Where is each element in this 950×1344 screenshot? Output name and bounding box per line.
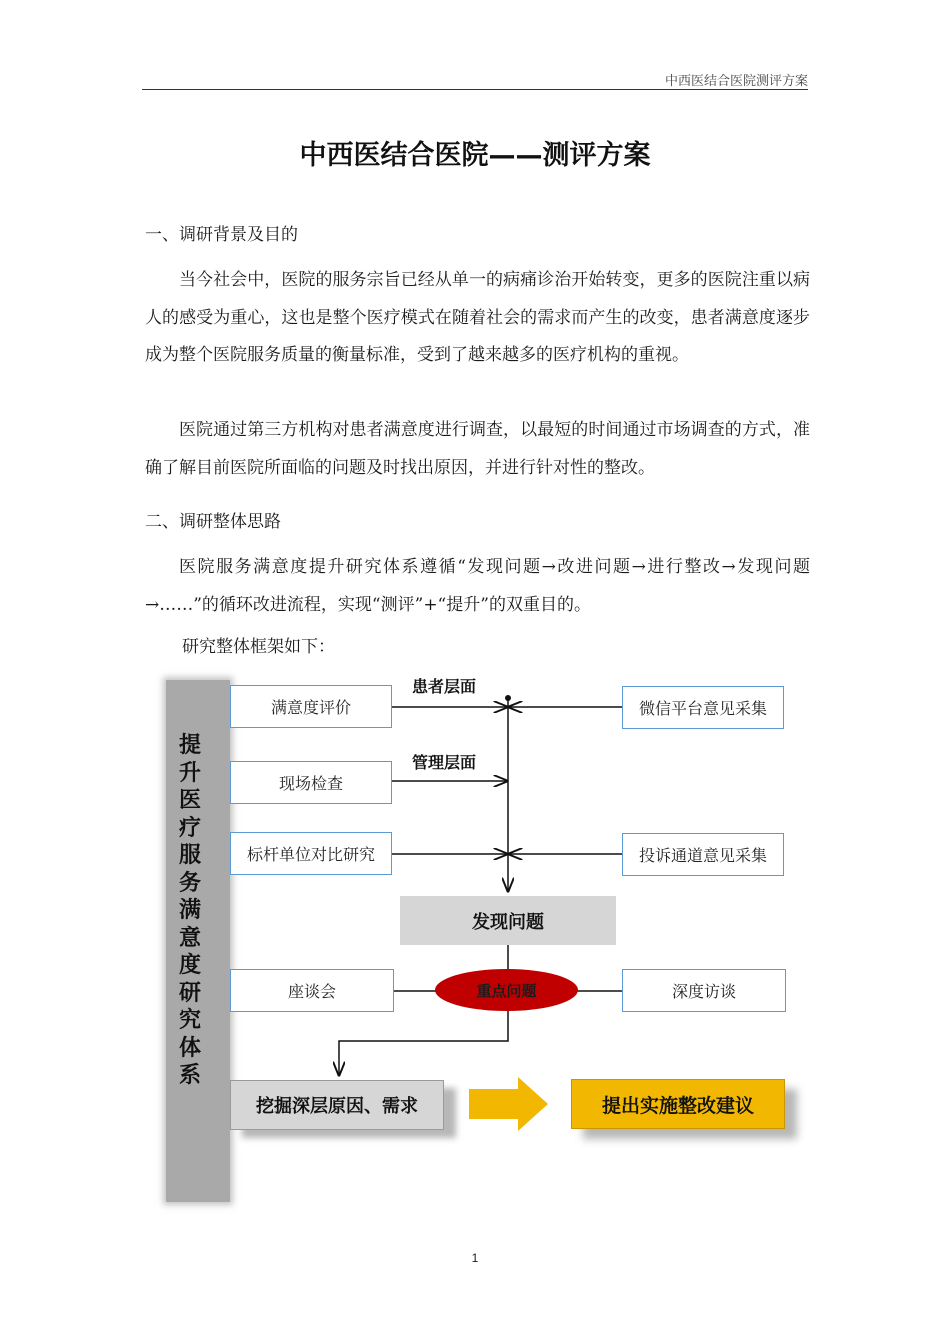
box-seminar: 座谈会 bbox=[230, 969, 394, 1012]
page-number: 1 bbox=[471, 1251, 479, 1265]
box-propose-rectification: 提出实施整改建议 bbox=[571, 1079, 785, 1129]
framework-diagram bbox=[150, 665, 820, 1215]
label-patient-layer: 患者层面 bbox=[412, 677, 477, 696]
box-satisfaction-evaluation: 满意度评价 bbox=[230, 685, 392, 728]
box-dig-causes: 挖掘深层原因、需求 bbox=[230, 1080, 444, 1130]
header-title: 中西医结合医院测评方案 bbox=[664, 74, 808, 89]
section-1-heading: 一、调研背景及目的 bbox=[145, 225, 298, 245]
section-2-paragraph-1: 医院服务满意度提升研究体系遵循“发现问题→改进问题→进行整改→发现问题→……”的循环改进流程，实现“测评”+“提升”的双重目的。 bbox=[145, 557, 810, 615]
box-complaint-feedback: 投诉通道意见采集 bbox=[622, 833, 784, 876]
label-management-layer: 管理层面 bbox=[412, 753, 477, 772]
document-title: 中西医结合医院——测评方案 bbox=[299, 140, 651, 171]
box-onsite-inspection: 现场检查 bbox=[230, 761, 392, 804]
box-wechat-feedback: 微信平台意见采集 bbox=[622, 686, 784, 729]
section-1-paragraph-2: 医院通过第三方机构对患者满意度进行调查，以最短的时间通过市场调查的方式，准确了解目前医院所面临的问题及时找出原因，并进行针对性的整改。 bbox=[145, 420, 810, 478]
vertical-system-label: 提 升 医 疗 服 务 满 意 度 研 究 体 系 bbox=[178, 733, 201, 1088]
ellipse-key-problem: 重点问题 bbox=[435, 969, 578, 1011]
box-deep-interview: 深度访谈 bbox=[622, 969, 786, 1012]
section-2-paragraph-2: 研究整体框架如下： bbox=[182, 637, 335, 657]
box-benchmark-study: 标杆单位对比研究 bbox=[230, 832, 392, 875]
section-1-paragraph-1: 当今社会中，医院的服务宗旨已经从单一的病痛诊治开始转变，更多的医院注重以病人的感受为重心，这也是整个医疗模式在随着社会的需求而产生的改变，患者满意度逐步成为整个医院服务质量的衡量标准，受到了越来越多的医疗机构的重视。 bbox=[145, 270, 810, 365]
header-rule bbox=[142, 89, 808, 90]
box-find-problem: 发现问题 bbox=[400, 896, 616, 945]
section-2-heading: 二、调研整体思路 bbox=[145, 512, 281, 532]
